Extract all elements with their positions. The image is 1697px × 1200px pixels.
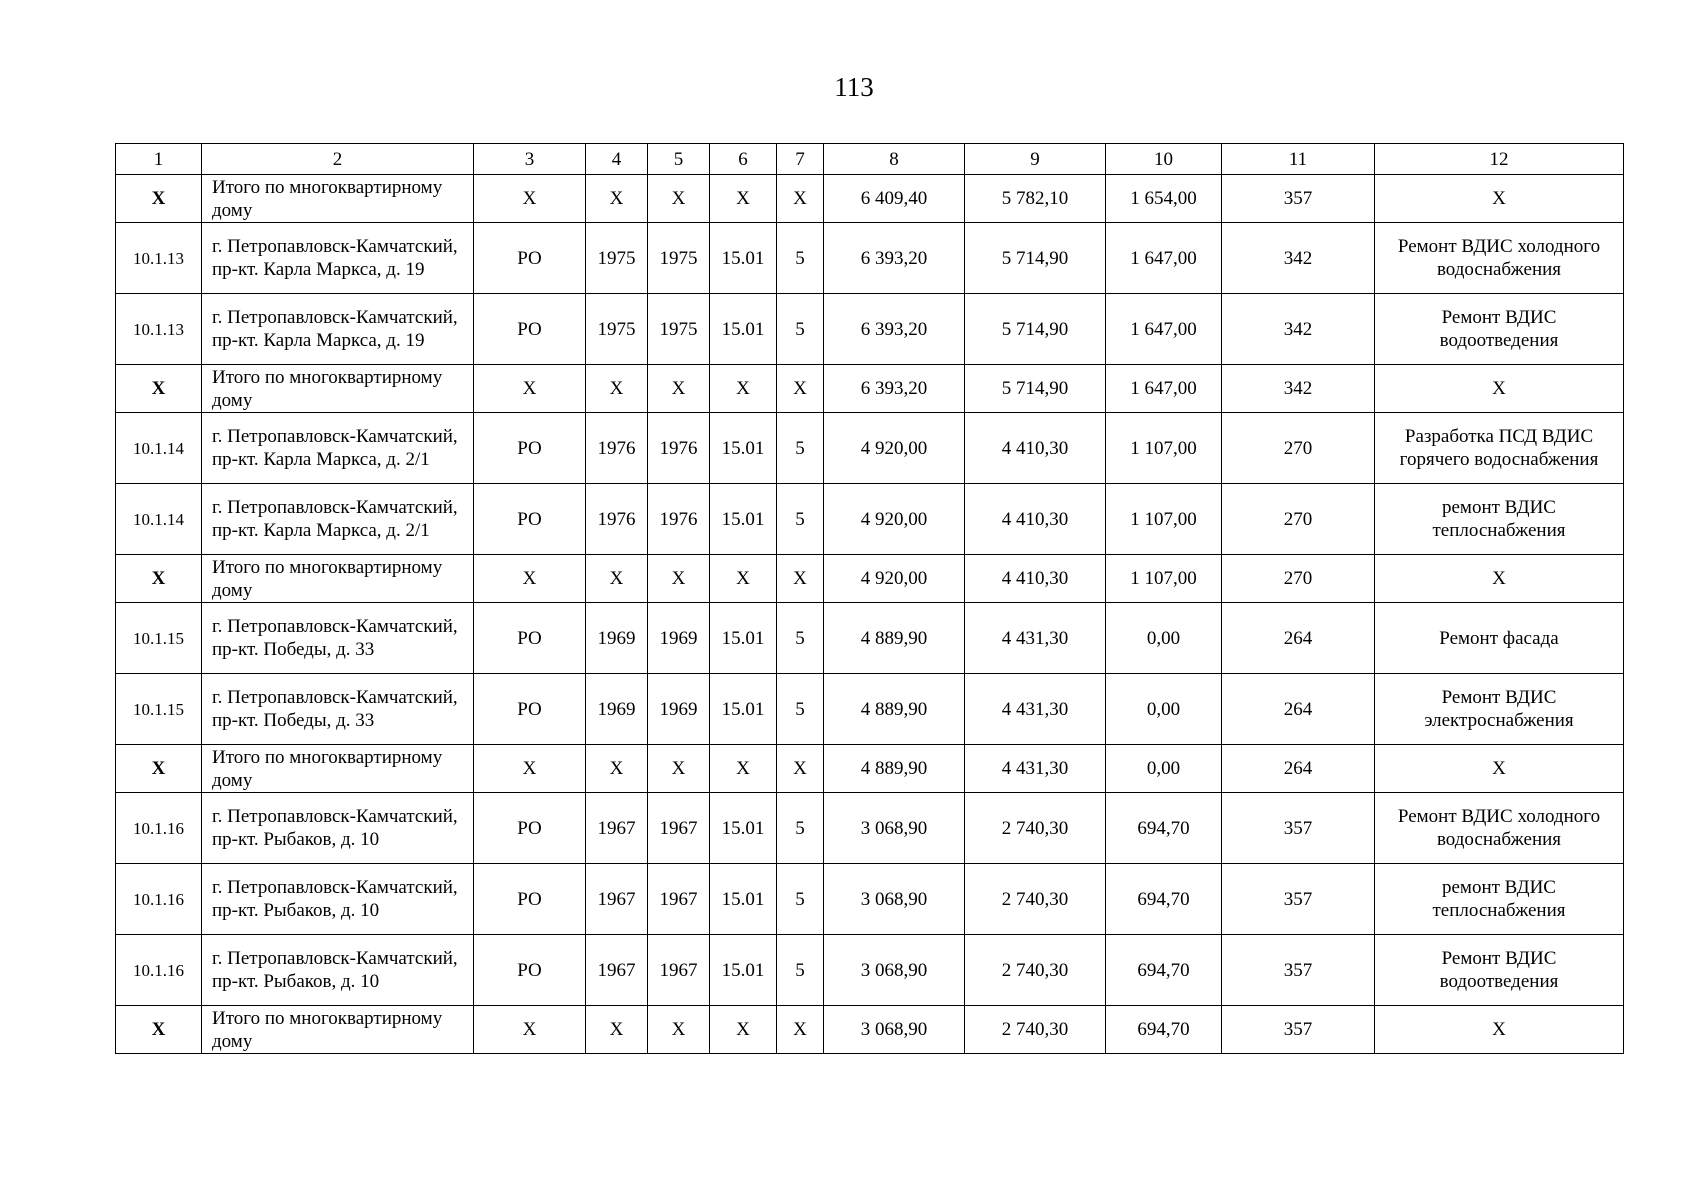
cell-col-2: Итого по многоквартирному дому: [202, 745, 474, 793]
table-row: [116, 935, 1624, 1006]
cell-col-9: 5 714,90: [965, 223, 1106, 294]
cell-col-4: X: [586, 745, 648, 793]
column-number-12: 12: [1375, 144, 1624, 175]
cell-col-3: РО: [474, 294, 586, 365]
cell-col-4: 1976: [586, 413, 648, 484]
cell-col-3: РО: [474, 793, 586, 864]
cell-col-5: X: [648, 365, 710, 413]
cell-col-2: г. Петропавловск-Камчатский, пр-кт. Рыбаков, д. 10: [202, 793, 474, 864]
column-number-9: 9: [965, 144, 1106, 175]
cell-col-10: 1 107,00: [1106, 413, 1222, 484]
cell-col-11: 270: [1222, 413, 1375, 484]
cell-col-3: РО: [474, 603, 586, 674]
cell-col-9: 2 740,30: [965, 864, 1106, 935]
cell-col-10: 1 647,00: [1106, 294, 1222, 365]
cell-col-11: 270: [1222, 555, 1375, 603]
cell-col-12: Ремонт ВДИС холодного водоснабжения: [1375, 793, 1624, 864]
cell-col-5: 1976: [648, 484, 710, 555]
cell-col-2: г. Петропавловск-Камчатский, пр-кт. Победы, д. 33: [202, 674, 474, 745]
table-row: [116, 413, 1624, 484]
cell-col-9: 4 431,30: [965, 745, 1106, 793]
table-row: [116, 603, 1624, 674]
cell-col-10: 1 647,00: [1106, 365, 1222, 413]
cell-col-1: 10.1.16: [116, 793, 202, 864]
cell-col-7: 5: [777, 603, 824, 674]
cell-col-1: 10.1.16: [116, 864, 202, 935]
cell-col-5: X: [648, 555, 710, 603]
cell-col-3: X: [474, 175, 586, 223]
cell-col-7: 5: [777, 864, 824, 935]
cell-col-3: X: [474, 1006, 586, 1054]
cell-col-3: РО: [474, 484, 586, 555]
cell-col-6: 15.01: [710, 793, 777, 864]
column-number-3: 3: [474, 144, 586, 175]
cell-col-12: ремонт ВДИС теплоснабжения: [1375, 864, 1624, 935]
cell-col-8: 4 889,90: [824, 603, 965, 674]
cell-col-8: 6 393,20: [824, 365, 965, 413]
cell-col-4: 1967: [586, 793, 648, 864]
cell-col-7: 5: [777, 793, 824, 864]
cell-col-5: 1975: [648, 294, 710, 365]
cell-col-9: 5 714,90: [965, 365, 1106, 413]
cell-col-2: г. Петропавловск-Камчатский, пр-кт. Карла Маркса, д. 2/1: [202, 413, 474, 484]
cell-col-12: X: [1375, 555, 1624, 603]
cell-col-12: X: [1375, 1006, 1624, 1054]
column-number-7: 7: [777, 144, 824, 175]
data-table: [115, 143, 1624, 1054]
column-number-2: 2: [202, 144, 474, 175]
cell-col-6: 15.01: [710, 413, 777, 484]
cell-col-2: Итого по многоквартирному дому: [202, 1006, 474, 1054]
cell-col-9: 4 431,30: [965, 603, 1106, 674]
cell-col-12: Ремонт ВДИС водоотведения: [1375, 294, 1624, 365]
cell-col-8: 6 393,20: [824, 223, 965, 294]
cell-col-11: 342: [1222, 365, 1375, 413]
cell-col-8: 3 068,90: [824, 864, 965, 935]
cell-col-10: 1 654,00: [1106, 175, 1222, 223]
cell-col-6: X: [710, 175, 777, 223]
cell-col-2: г. Петропавловск-Камчатский, пр-кт. Победы, д. 33: [202, 603, 474, 674]
table-row: [116, 294, 1624, 365]
cell-col-7: X: [777, 1006, 824, 1054]
cell-col-4: 1969: [586, 674, 648, 745]
total-row: [116, 1006, 1624, 1054]
cell-col-10: 1 647,00: [1106, 223, 1222, 294]
cell-col-6: 15.01: [710, 294, 777, 365]
table-row: [116, 793, 1624, 864]
cell-col-12: X: [1375, 365, 1624, 413]
cell-col-4: X: [586, 1006, 648, 1054]
cell-col-11: 264: [1222, 603, 1375, 674]
cell-col-2: г. Петропавловск-Камчатский, пр-кт. Рыбаков, д. 10: [202, 935, 474, 1006]
table-row: [116, 484, 1624, 555]
cell-col-3: РО: [474, 223, 586, 294]
cell-col-4: 1975: [586, 294, 648, 365]
cell-col-6: 15.01: [710, 674, 777, 745]
cell-col-1: 10.1.14: [116, 413, 202, 484]
cell-col-10: 0,00: [1106, 674, 1222, 745]
cell-col-8: 4 889,90: [824, 745, 965, 793]
cell-col-7: X: [777, 175, 824, 223]
total-row: [116, 175, 1624, 223]
cell-col-9: 5 782,10: [965, 175, 1106, 223]
cell-col-1: X: [116, 175, 202, 223]
cell-col-5: X: [648, 1006, 710, 1054]
cell-col-8: 4 920,00: [824, 484, 965, 555]
cell-col-8: 4 889,90: [824, 674, 965, 745]
cell-col-3: X: [474, 555, 586, 603]
cell-col-7: X: [777, 745, 824, 793]
column-number-10: 10: [1106, 144, 1222, 175]
cell-col-11: 264: [1222, 674, 1375, 745]
cell-col-4: 1975: [586, 223, 648, 294]
cell-col-2: Итого по многоквартирному дому: [202, 365, 474, 413]
cell-col-9: 2 740,30: [965, 935, 1106, 1006]
cell-col-9: 2 740,30: [965, 793, 1106, 864]
cell-col-12: X: [1375, 745, 1624, 793]
cell-col-2: г. Петропавловск-Камчатский, пр-кт. Карла Маркса, д. 19: [202, 223, 474, 294]
cell-col-5: 1969: [648, 674, 710, 745]
cell-col-10: 1 107,00: [1106, 555, 1222, 603]
cell-col-4: X: [586, 365, 648, 413]
cell-col-9: 5 714,90: [965, 294, 1106, 365]
cell-col-2: г. Петропавловск-Камчатский, пр-кт. Карла Маркса, д. 2/1: [202, 484, 474, 555]
cell-col-3: РО: [474, 935, 586, 1006]
cell-col-6: 15.01: [710, 864, 777, 935]
cell-col-12: Ремонт ВДИС электроснабжения: [1375, 674, 1624, 745]
cell-col-9: 4 410,30: [965, 413, 1106, 484]
column-number-8: 8: [824, 144, 965, 175]
cell-col-7: 5: [777, 223, 824, 294]
cell-col-4: X: [586, 175, 648, 223]
cell-col-5: 1976: [648, 413, 710, 484]
cell-col-6: X: [710, 745, 777, 793]
cell-col-3: РО: [474, 674, 586, 745]
cell-col-1: X: [116, 745, 202, 793]
cell-col-6: 15.01: [710, 484, 777, 555]
cell-col-9: 4 410,30: [965, 555, 1106, 603]
column-number-6: 6: [710, 144, 777, 175]
cell-col-6: 15.01: [710, 935, 777, 1006]
cell-col-8: 3 068,90: [824, 1006, 965, 1054]
cell-col-11: 264: [1222, 745, 1375, 793]
cell-col-12: Ремонт ВДИС водоотведения: [1375, 935, 1624, 1006]
cell-col-1: 10.1.15: [116, 674, 202, 745]
cell-col-10: 694,70: [1106, 793, 1222, 864]
cell-col-5: 1967: [648, 793, 710, 864]
cell-col-6: X: [710, 1006, 777, 1054]
cell-col-12: X: [1375, 175, 1624, 223]
total-row: [116, 365, 1624, 413]
cell-col-7: 5: [777, 413, 824, 484]
cell-col-8: 3 068,90: [824, 935, 965, 1006]
cell-col-4: 1969: [586, 603, 648, 674]
cell-col-11: 357: [1222, 175, 1375, 223]
cell-col-10: 694,70: [1106, 935, 1222, 1006]
cell-col-5: 1967: [648, 935, 710, 1006]
cell-col-1: X: [116, 555, 202, 603]
cell-col-10: 694,70: [1106, 1006, 1222, 1054]
cell-col-5: X: [648, 745, 710, 793]
cell-col-7: X: [777, 555, 824, 603]
cell-col-9: 2 740,30: [965, 1006, 1106, 1054]
cell-col-1: X: [116, 1006, 202, 1054]
cell-col-8: 4 920,00: [824, 413, 965, 484]
cell-col-8: 6 409,40: [824, 175, 965, 223]
cell-col-4: 1976: [586, 484, 648, 555]
cell-col-11: 342: [1222, 294, 1375, 365]
cell-col-8: 4 920,00: [824, 555, 965, 603]
cell-col-1: 10.1.16: [116, 935, 202, 1006]
cell-col-4: X: [586, 555, 648, 603]
table-body: [116, 144, 1624, 1054]
cell-col-3: X: [474, 365, 586, 413]
cell-col-2: г. Петропавловск-Камчатский, пр-кт. Карла Маркса, д. 19: [202, 294, 474, 365]
cell-col-4: 1967: [586, 864, 648, 935]
cell-col-6: X: [710, 365, 777, 413]
cell-col-10: 0,00: [1106, 745, 1222, 793]
cell-col-2: Итого по многоквартирному дому: [202, 175, 474, 223]
page-number: 113: [834, 72, 874, 102]
table-row: [116, 674, 1624, 745]
cell-col-5: 1969: [648, 603, 710, 674]
cell-col-5: 1967: [648, 864, 710, 935]
cell-col-11: 342: [1222, 223, 1375, 294]
total-row: [116, 745, 1624, 793]
cell-col-11: 357: [1222, 864, 1375, 935]
cell-col-10: 0,00: [1106, 603, 1222, 674]
cell-col-1: 10.1.13: [116, 223, 202, 294]
cell-col-11: 270: [1222, 484, 1375, 555]
cell-col-6: 15.01: [710, 603, 777, 674]
cell-col-11: 357: [1222, 1006, 1375, 1054]
cell-col-6: X: [710, 555, 777, 603]
cell-col-5: 1975: [648, 223, 710, 294]
cell-col-1: 10.1.14: [116, 484, 202, 555]
column-number-4: 4: [586, 144, 648, 175]
cell-col-1: 10.1.15: [116, 603, 202, 674]
cell-col-9: 4 431,30: [965, 674, 1106, 745]
cell-col-12: Ремонт фасада: [1375, 603, 1624, 674]
cell-col-1: X: [116, 365, 202, 413]
total-row: [116, 555, 1624, 603]
cell-col-3: РО: [474, 413, 586, 484]
column-number-1: 1: [116, 144, 202, 175]
cell-col-3: X: [474, 745, 586, 793]
cell-col-11: 357: [1222, 793, 1375, 864]
cell-col-11: 357: [1222, 935, 1375, 1006]
cell-col-4: 1967: [586, 935, 648, 1006]
cell-col-5: X: [648, 175, 710, 223]
cell-col-12: ремонт ВДИС теплоснабжения: [1375, 484, 1624, 555]
cell-col-3: РО: [474, 864, 586, 935]
header-row: [116, 144, 1624, 175]
cell-col-7: X: [777, 365, 824, 413]
cell-col-2: Итого по многоквартирному дому: [202, 555, 474, 603]
table-row: [116, 864, 1624, 935]
cell-col-12: Разработка ПСД ВДИС горячего водоснабжения: [1375, 413, 1624, 484]
column-number-11: 11: [1222, 144, 1375, 175]
cell-col-1: 10.1.13: [116, 294, 202, 365]
cell-col-12: Ремонт ВДИС холодного водоснабжения: [1375, 223, 1624, 294]
cell-col-7: 5: [777, 674, 824, 745]
cell-col-2: г. Петропавловск-Камчатский, пр-кт. Рыбаков, д. 10: [202, 864, 474, 935]
cell-col-7: 5: [777, 935, 824, 1006]
cell-col-8: 6 393,20: [824, 294, 965, 365]
cell-col-7: 5: [777, 294, 824, 365]
cell-col-8: 3 068,90: [824, 793, 965, 864]
cell-col-9: 4 410,30: [965, 484, 1106, 555]
table-row: [116, 223, 1624, 294]
column-number-5: 5: [648, 144, 710, 175]
cell-col-10: 1 107,00: [1106, 484, 1222, 555]
cell-col-10: 694,70: [1106, 864, 1222, 935]
cell-col-7: 5: [777, 484, 824, 555]
cell-col-6: 15.01: [710, 223, 777, 294]
